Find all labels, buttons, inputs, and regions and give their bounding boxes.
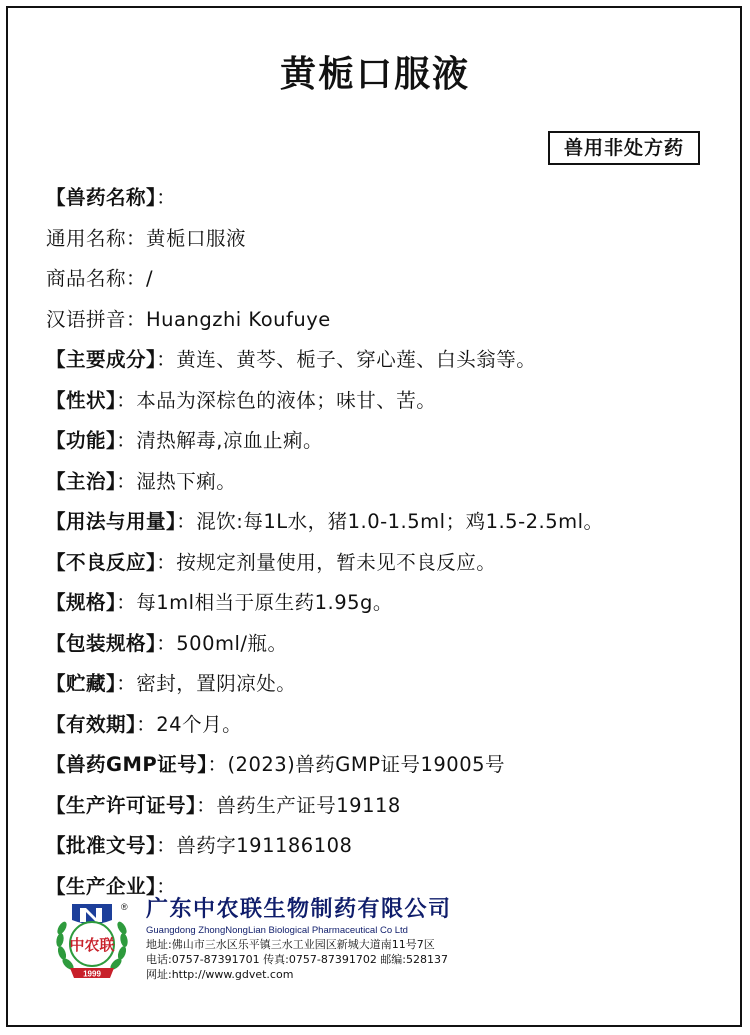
field-approval-number xyxy=(46,829,726,870)
field-value: ：24个月。 xyxy=(136,712,243,736)
field-value: ：兽药字191186108 xyxy=(156,834,353,857)
field-key: 【生产许可证号】 xyxy=(46,793,197,817)
company-logo-icon xyxy=(50,898,134,982)
field-value: ：密封，置阴凉处。 xyxy=(116,672,297,695)
label-fields xyxy=(46,181,726,910)
field-value: ：混饮:每1L水，猪1.0-1.5ml；鸡1.5-2.5ml。 xyxy=(176,510,604,533)
company-name-cn: 广东中农联生物制药有限公司 xyxy=(146,897,452,922)
company-address: 地址:佛山市三水区乐平镇三水工业园区新城大道南11号7区 xyxy=(146,938,435,951)
product-title: 黄栀口服液 xyxy=(279,54,470,95)
field-value: 汉语拼音：Huangzhi Koufuye xyxy=(46,307,331,331)
field-function xyxy=(46,424,726,465)
field-value: ：每1ml相当于原生药1.95g。 xyxy=(116,591,393,614)
field-key: 【兽药名称】 xyxy=(46,186,157,209)
field-value: ： xyxy=(156,874,177,898)
field-storage xyxy=(46,667,726,708)
field-value: ：500ml/瓶。 xyxy=(156,631,288,655)
registered-mark: ® xyxy=(121,902,128,912)
field-value: ：清热解毒,凉血止痢。 xyxy=(116,429,323,452)
field-gmp-number xyxy=(46,748,726,789)
field-key: 【主治】 xyxy=(46,469,117,493)
field-value: ：湿热下痢。 xyxy=(116,469,237,493)
field-value: 通用名称：黄栀口服液 xyxy=(46,226,247,250)
field-trade-name xyxy=(46,262,726,303)
field-shelf-life xyxy=(46,708,726,749)
field-key: 【规格】 xyxy=(46,591,117,614)
field-key: 【批准文号】 xyxy=(46,834,157,857)
field-key: 【生产企业】 xyxy=(46,874,157,898)
company-block xyxy=(146,896,506,982)
field-vet-drug-name xyxy=(46,181,726,222)
company-name-en: Guangdong ZhongNongLian Biological Pharmaceutical Co Ltd xyxy=(146,925,408,936)
field-key: 【用法与用量】 xyxy=(46,510,177,533)
field-specification xyxy=(46,586,726,627)
otc-badge: 兽用非处方药 xyxy=(548,131,700,165)
field-key: 【性状】 xyxy=(46,388,117,412)
field-indication xyxy=(46,465,726,506)
field-ingredients xyxy=(46,343,726,384)
field-packaging xyxy=(46,627,726,668)
field-dosage xyxy=(46,505,726,546)
field-key: 【主要成分】 xyxy=(46,348,157,371)
field-adverse-reactions xyxy=(46,546,726,587)
field-value: ： xyxy=(156,186,177,209)
field-key: 【包装规格】 xyxy=(46,631,157,655)
field-value: ：兽药生产证号19118 xyxy=(196,793,401,817)
field-key: 【功能】 xyxy=(46,429,117,452)
field-appearance xyxy=(46,384,726,425)
field-value: ：黄连、黄芩、栀子、穿心莲、白头翁等。 xyxy=(156,348,537,371)
logo-text: 中农联 xyxy=(69,936,115,954)
company-website: 网址:http://www.gdvet.com xyxy=(146,968,294,981)
field-value: 商品名称：/ xyxy=(46,267,154,290)
field-generic-name xyxy=(46,222,726,263)
logo-year: 1999 xyxy=(83,969,101,979)
field-license-number xyxy=(46,789,726,830)
field-key: 【不良反应】 xyxy=(46,550,157,574)
company-phone: 电话:0757-87391701 传真:0757-87391702 邮编:528137 xyxy=(146,953,449,966)
field-key: 【有效期】 xyxy=(46,712,137,736)
field-value: ：按规定剂量使用，暂未见不良反应。 xyxy=(156,550,497,574)
field-value: ：本品为深棕色的液体；味甘、苦。 xyxy=(116,388,437,412)
field-pinyin xyxy=(46,303,726,344)
field-key: 【贮藏】 xyxy=(46,672,117,695)
field-key: 【兽药GMP证号】 xyxy=(46,753,208,776)
field-value: ：(2023)兽药GMP证号19005号 xyxy=(207,753,506,776)
